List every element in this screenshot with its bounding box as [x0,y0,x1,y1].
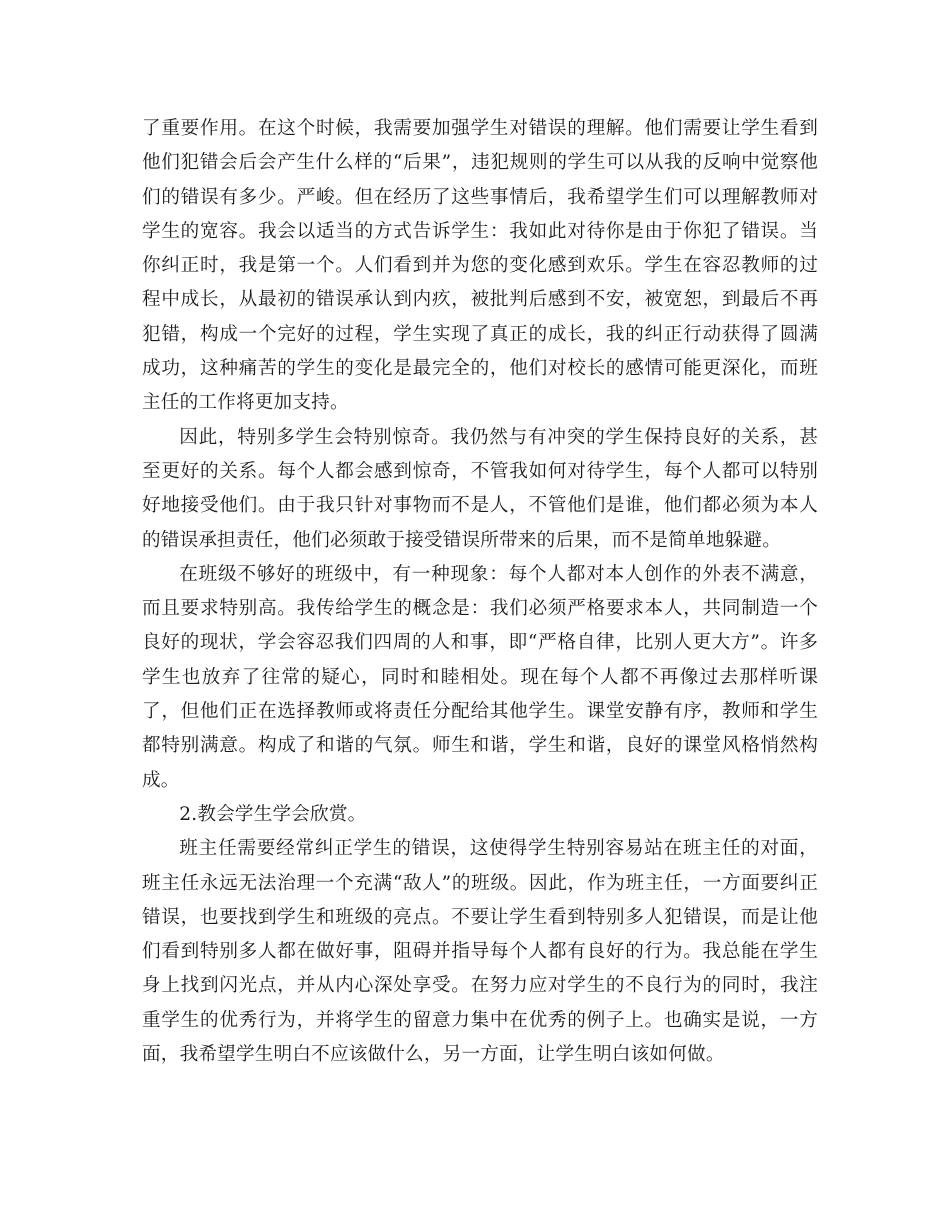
document-body [142,112,818,1072]
paragraph-4: 班主任需要经常纠正学生的错误，这使得学生特别容易站在班主任的对面，班主任永远无法治理一个充满“敌人”的班级。因此，作为班主任，一方面要纠正错误，也要找到学生和班级的亮点。不要让学生看到特别多人犯错误，而是让他们看到特别多人都在做好事，阻碍并指导每个人都有良好的行为。我总能在学生身上找到闪光点，并从内心深处享受。在努力应对学生的不良行为的同时，我注重学生的优秀行为，并将学生的留意力集中在优秀的例子上。也确实是说，一方面，我希望学生明白不应该做什么，另一方面，让学生明白该如何做。 [142,838,818,1066]
paragraph-3: 在班级不够好的班级中，有一种现象：每个人都对本人创作的外表不满意，而且要求特别高。我传给学生的概念是：我们必须严格要求本人，共同制造一个良好的现状，学会容忍我们四周的人和事，即“严格自律，比别人更大方”。许多学生也放弃了往常的疑心，同时和睦相处。现在每个人都不再像过去那样听课了，但他们正在选择教师或将责任分配给其他学生。课堂安静有序，教师和学生都特别满意。构成了和谐的气氛。师生和谐，学生和谐，良好的课堂风格悄然构成。 [142,563,818,791]
paragraph-1: 了重要作用。在这个时候，我需要加强学生对错误的理解。他们需要让学生看到他们犯错会后会产生什么样的“后果”，违犯规则的学生可以从我的反响中觉察他们的错误有多少。严峻。但在经历了这些事情后，我希望学生们可以理解教师对学生的宽容。我会以适当的方式告诉学生：我如此对待你是由于你犯了错误。当你纠正时，我是第一个。人们看到并为您的变化感到欢乐。学生在容忍教师的过程中成长，从最初的错误承认到内疚，被批判后感到不安，被宽恕，到最后不再犯错，构成一个完好的过程，学生实现了真正的成长，我的纠正行动获得了圆满成功，这种痛苦的学生的变化是最完全的，他们对校长的感情可能更深化，而班主任的工作将更加支持。 [142,118,818,414]
section-heading: 2.教会学生学会欣赏。 [179,803,367,825]
paragraph-2: 因此，特别多学生会特别惊奇。我仍然与有冲突的学生保持良好的关系，甚至更好的关系。每个人都会感到惊奇，不管我如何对待学生，每个人都可以特别好地接受他们。由于我只针对事物而不是人，不管他们是谁，他们都必须为本人的错误承担责任，他们必须敢于接受错误所带来的后果，而不是简单地躲避。 [142,426,818,551]
